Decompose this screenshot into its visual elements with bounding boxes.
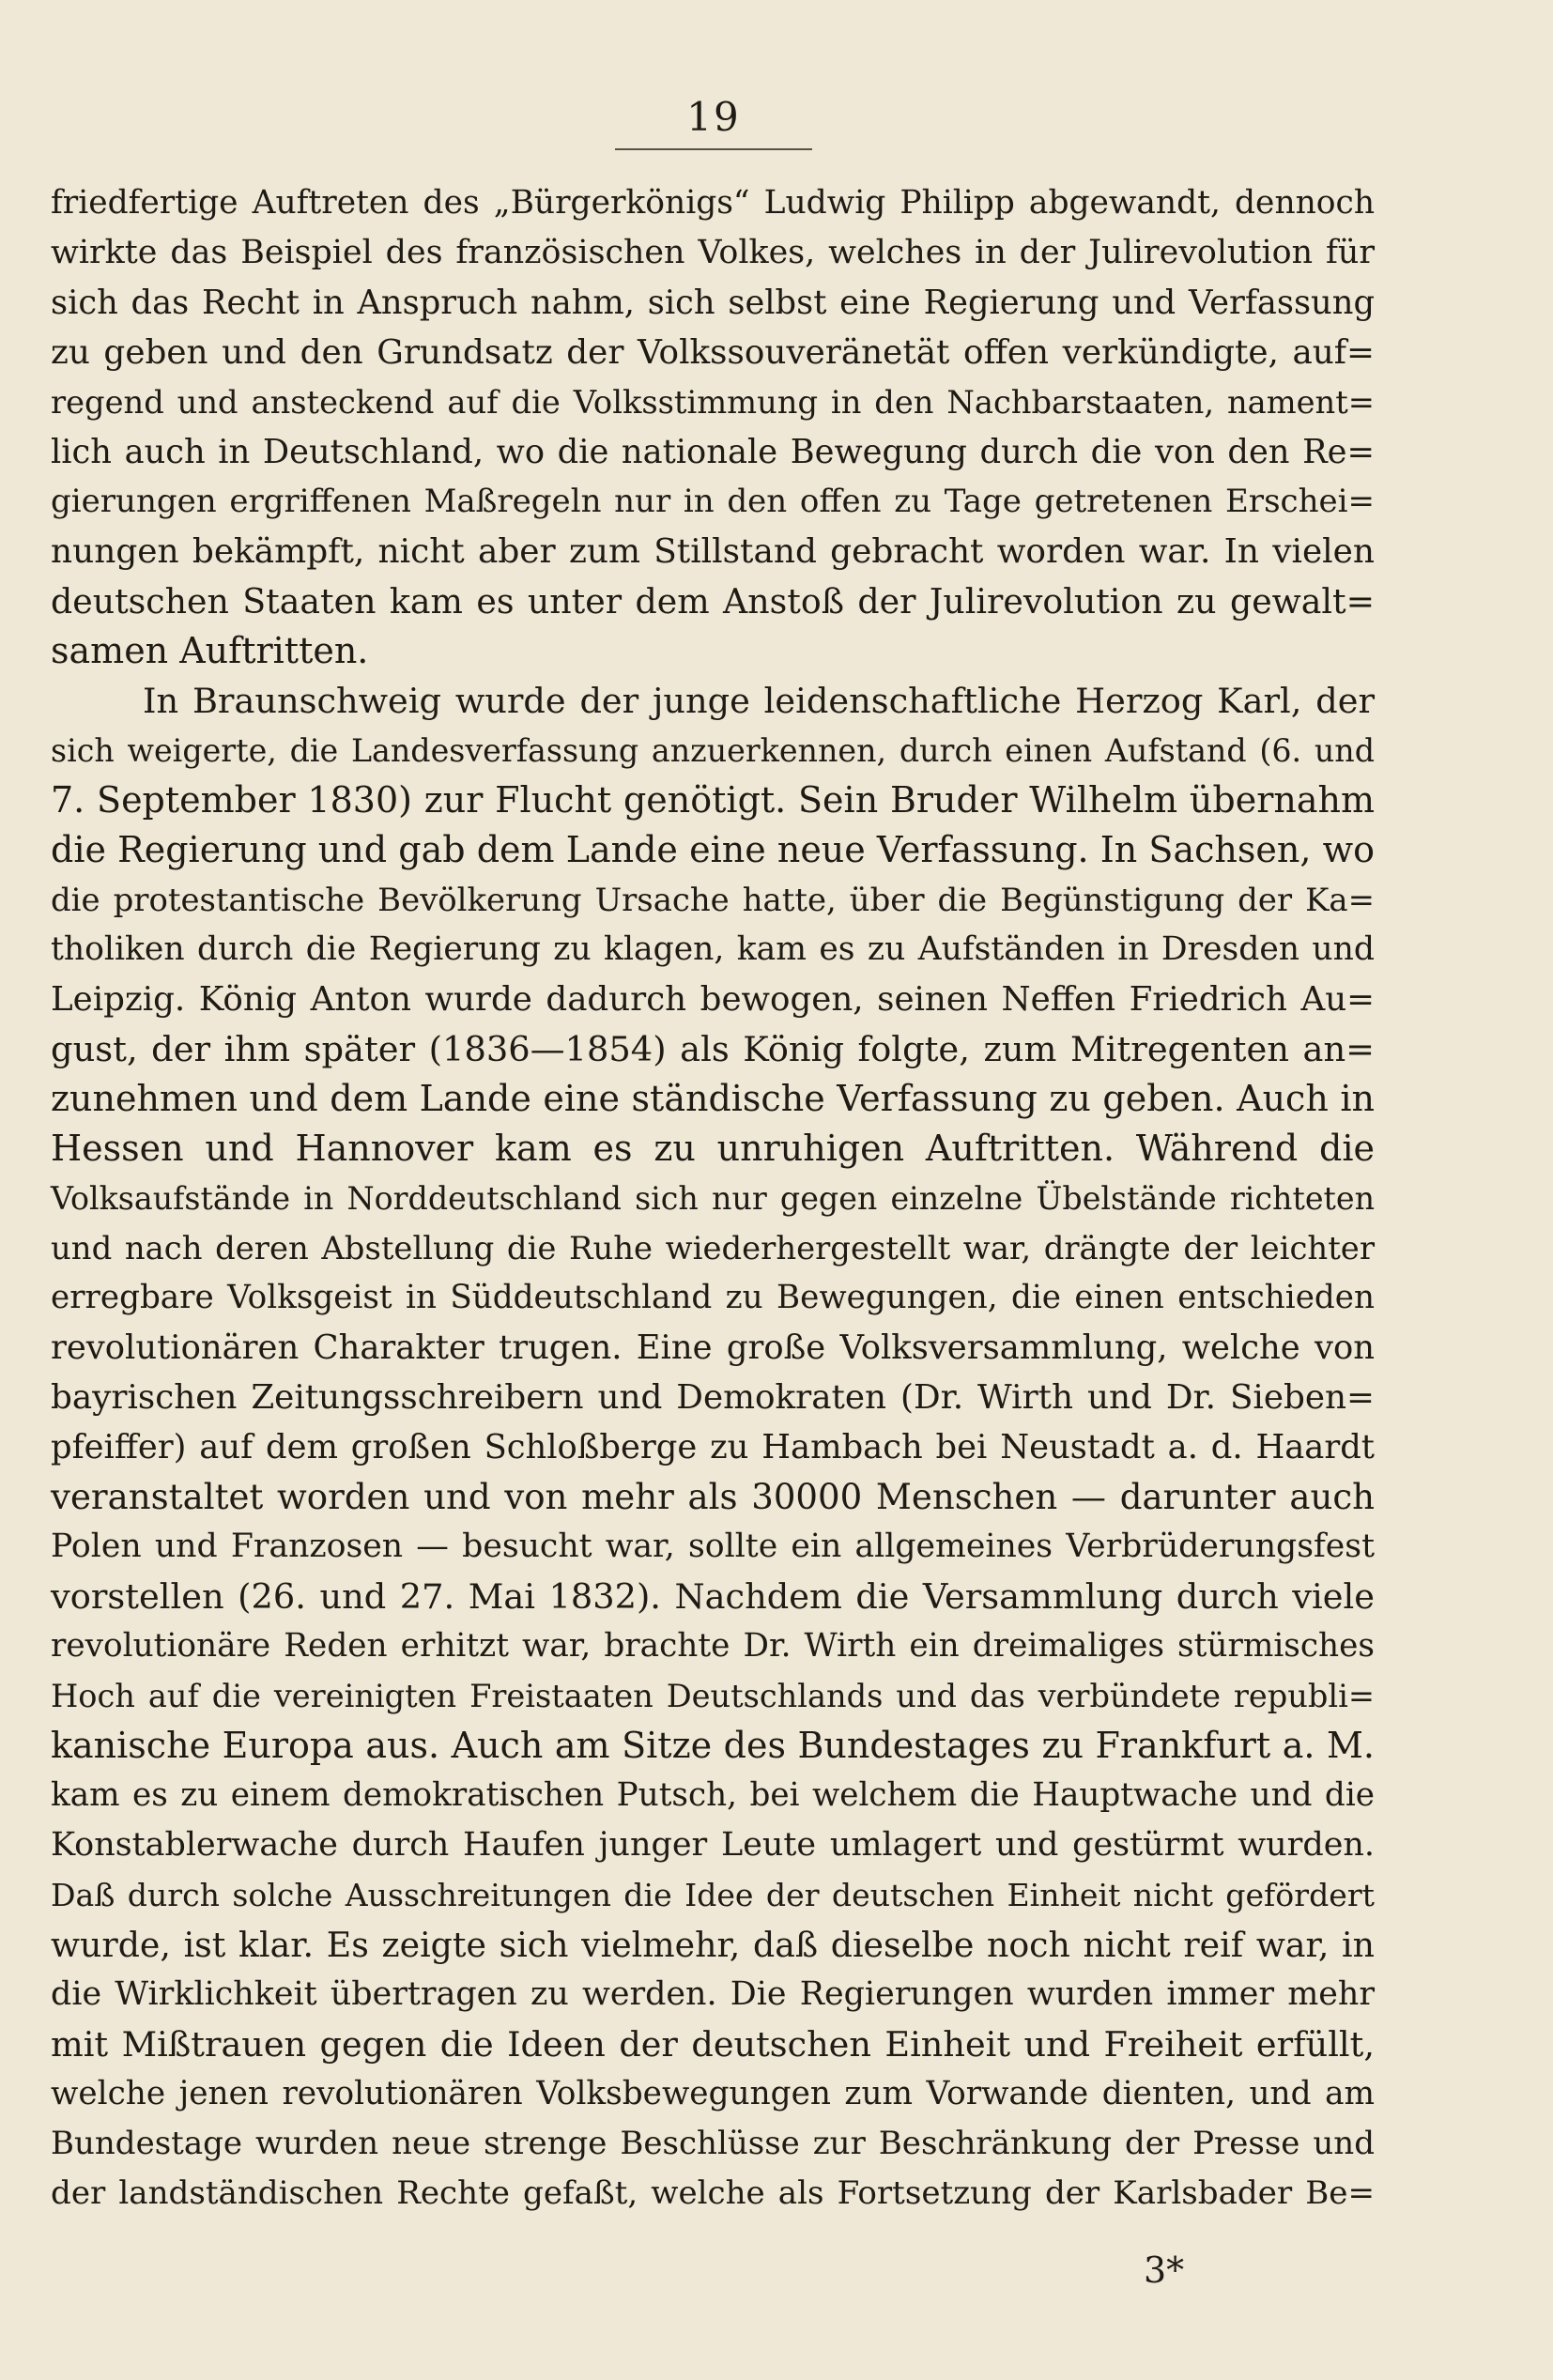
text-line: revolutionären Charakter trugen. Eine große Volksversammlung, welche von <box>51 1328 1375 1367</box>
text-line: mit Mißtrauen gegen die Ideen der deutschen Einheit und Freiheit erfüllt, <box>51 2024 1375 2065</box>
text-line: Hessen und Hannover kam es zu unruhigen Auftritten. Während die <box>51 1128 1375 1169</box>
text-line: Bundestage wurden neue strenge Beschlüsse zur Beschränkung der Presse und <box>51 2125 1375 2162</box>
text-line: zu geben und den Grundsatz der Volkssouveränetät offen verkündigte, auf= <box>51 333 1375 372</box>
text-line: revolutionäre Reden erhitzt war, brachte Dr. Wirth ein dreimaliges stürmisches <box>51 1627 1375 1665</box>
text-line: gierungen ergriffenen Maßregeln nur in den offen zu Tage getretenen Erschei= <box>51 483 1375 520</box>
text-line: wurde, ist klar. Es zeigte sich vielmehr, daß dieselbe noch nicht reif war, in <box>51 1925 1375 1965</box>
text-line: Leipzig. König Anton wurde dadurch bewogen, seinen Neffen Friedrich Au= <box>51 980 1375 1019</box>
page-number: 19 <box>686 94 741 140</box>
text-line: zunehmen und dem Lande eine ständische Verfassung zu geben. Auch in <box>51 1078 1375 1119</box>
text-line: vorstellen (26. und 27. Mai 1832). Nachdem die Versammlung durch viele <box>51 1576 1375 1617</box>
text-line: veranstaltet worden und von mehr als 30000 Menschen — darunter auch <box>51 1477 1375 1517</box>
text-line: tholiken durch die Regierung zu klagen, kam es zu Aufständen in Dresden und <box>51 930 1375 968</box>
text-line: pfeiffer) auf dem großen Schloßberge zu Hambach bei Neustadt a. d. Haardt <box>51 1428 1375 1466</box>
text-line: bayrischen Zeitungsschreibern und Demokraten (Dr. Wirth und Dr. Sieben= <box>51 1378 1375 1417</box>
text-line: gust, der ihm später (1836—1854) als König folgte, zum Mitregenten an= <box>51 1029 1375 1069</box>
text-line: die protestantische Bevölkerung Ursache hatte, über die Begünstigung der Ka= <box>51 882 1375 918</box>
text-line: Volksaufstände in Norddeutschland sich nur gegen einzelne Übelstände richteten <box>51 1180 1375 1217</box>
text-line: regend und ansteckend auf die Volksstimmung in den Nachbarstaaten, nament= <box>51 384 1375 421</box>
text-line: sich weigerte, die Landesverfassung anzuerkennen, durch einen Aufstand (6. und <box>51 732 1375 769</box>
text-line: kam es zu einem demokratischen Putsch, bei welchem die Hauptwache und die <box>51 1776 1375 1814</box>
signature-mark: 3* <box>1144 2249 1185 2291</box>
text-line: Polen und Franzosen — besucht war, sollte ein allgemeines Verbrüderungsfest <box>51 1528 1375 1565</box>
text-line: deutschen Staaten kam es unter dem Anstoß der Julirevolution zu gewalt= <box>51 581 1375 622</box>
text-line: Konstablerwache durch Haufen junger Leute umlagert und gestürmt wurden. <box>51 1826 1375 1864</box>
text-line: und nach deren Abstellung die Ruhe wiederhergestellt war, drängte der leichter <box>51 1230 1375 1267</box>
text-line: Hoch auf die vereinigten Freistaaten Deutschlands und das verbündete republi= <box>51 1678 1375 1714</box>
paragraph-2 <box>51 676 1375 2219</box>
text-line: friedfertige Auftreten des „Bürgerkönigs“ Ludwig Philipp abgewandt, dennoch <box>51 184 1375 222</box>
body-text <box>51 178 1375 2219</box>
text-line: 7. September 1830) zur Flucht genötigt. Sein Bruder Wilhelm übernahm <box>51 779 1375 821</box>
text-line: Daß durch solche Ausschreitungen die Idee der deutschen Einheit nicht gefördert <box>51 1877 1375 1913</box>
header-rule <box>615 148 812 150</box>
text-line: In Braunschweig wurde der junge leidenschaftliche Herzog Karl, der <box>143 681 1375 721</box>
text-line: erregbare Volksgeist in Süddeutschland zu Bewegungen, die einen entschieden <box>51 1279 1375 1316</box>
text-line: welche jenen revolutionären Volksbewegungen zum Vorwande dienten, und am <box>51 2075 1375 2112</box>
text-line: kanische Europa aus. Auch am Sitze des Bundestages zu Frankfurt a. M. <box>51 1725 1375 1766</box>
text-line: die Regierung und gab dem Lande eine neue Verfassung. In Sachsen, wo <box>51 829 1375 870</box>
text-line: der landständischen Rechte gefaßt, welche als Fortsetzung der Karlsbader Be= <box>51 2174 1375 2212</box>
text-line: sich das Recht in Anspruch nahm, sich selbst eine Regierung und Verfassung <box>51 284 1375 322</box>
text-line: nungen bekämpft, nicht aber zum Stillstand gebracht worden war. In vielen <box>51 532 1375 571</box>
text-line: samen Auftritten. <box>51 630 369 671</box>
text-line: wirkte das Beispiel des französischen Volkes, welches in der Julirevolution für <box>51 234 1375 271</box>
paragraph-1 <box>51 178 1375 676</box>
text-line: die Wirklichkeit übertragen zu werden. Die Regierungen wurden immer mehr <box>51 1975 1375 2013</box>
text-line: lich auch in Deutschland, wo die nationale Bewegung durch die von den Re= <box>51 433 1375 471</box>
